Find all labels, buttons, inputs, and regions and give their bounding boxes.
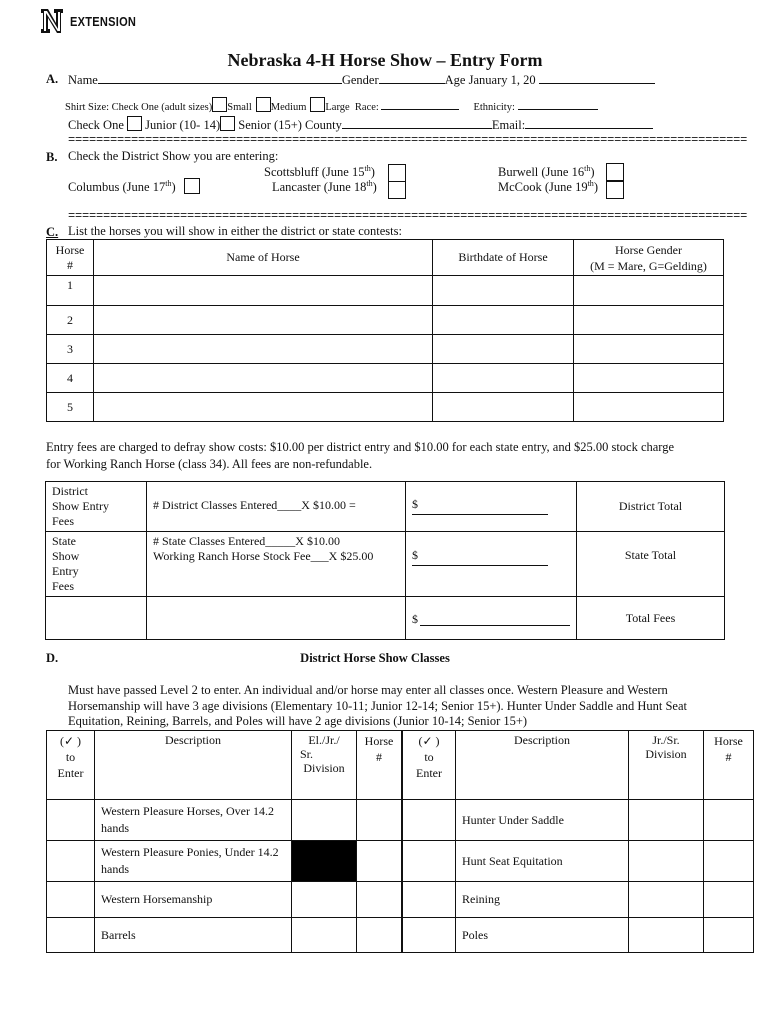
class-description: Western Horsemanship xyxy=(95,882,292,918)
horse-header xyxy=(704,731,754,800)
class-row xyxy=(47,918,754,953)
hash-text: # xyxy=(725,750,732,764)
county-field[interactable] xyxy=(342,116,492,129)
age-year-field[interactable] xyxy=(539,71,655,84)
columbus-label: Columbus (June 17 xyxy=(68,180,166,195)
junior-checkbox[interactable] xyxy=(127,116,142,131)
enter-checkbox-cell[interactable] xyxy=(47,882,95,918)
junior-label: Junior (10- 14) xyxy=(145,118,221,132)
division-header xyxy=(629,731,704,800)
class-row xyxy=(47,800,754,841)
email-field[interactable] xyxy=(525,116,653,129)
birthdate-cell[interactable] xyxy=(433,393,574,422)
birthdate-cell[interactable] xyxy=(433,364,574,393)
email-label: Email: xyxy=(491,118,526,132)
classes-intro xyxy=(68,683,758,730)
district-calc: # District Classes Entered____X $10.00 = xyxy=(147,482,406,532)
enter-text: Enter xyxy=(416,766,442,780)
shirt-medium-label: Medium xyxy=(270,102,307,113)
separator-line: ================================================================================================= xyxy=(68,133,748,147)
col-gender-key: (M = Mare, G=Gelding) xyxy=(590,258,707,273)
district-fees-label xyxy=(46,482,147,532)
check-mark-icon: (✓ ) xyxy=(418,734,440,748)
horse-number-cell[interactable] xyxy=(357,918,403,953)
ethnicity-label: Ethnicity: xyxy=(473,102,515,113)
div-line: El./Jr./ xyxy=(308,733,340,747)
horse-number-cell[interactable] xyxy=(704,882,754,918)
classes-table xyxy=(46,730,754,953)
date-suffix: th xyxy=(587,179,594,188)
horse-number-cell[interactable] xyxy=(357,800,403,841)
columbus-checkbox[interactable] xyxy=(184,178,200,194)
district-amount-cell xyxy=(406,482,577,532)
enter-checkbox-cell[interactable] xyxy=(47,918,95,953)
state-calc xyxy=(147,532,406,597)
birthdate-cell[interactable] xyxy=(433,306,574,335)
horse-text: Horse xyxy=(714,734,743,748)
horse-number-cell[interactable] xyxy=(704,918,754,953)
div-line: Division xyxy=(303,761,345,775)
table-row xyxy=(47,306,724,335)
col-horse: Horse xyxy=(55,242,85,257)
class-row xyxy=(47,882,754,918)
division-header xyxy=(292,731,357,800)
row-number: 2 xyxy=(47,306,94,335)
intro-line: Equitation, Reining, Barrels, and Poles will have 2 age divisions (Junior 10-14; Senior 15+) xyxy=(68,714,528,728)
enter-checkbox-cell[interactable] xyxy=(402,841,456,882)
division-cell[interactable] xyxy=(629,800,704,841)
lancaster-label: Lancaster (June 18 xyxy=(272,180,367,195)
dollar-sign: $ xyxy=(412,497,418,511)
scottsbluff-checkbox[interactable] xyxy=(388,164,406,182)
row-number: 3 xyxy=(47,335,94,364)
state-calc-line: # State Classes Entered_____X $10.00 xyxy=(153,534,340,548)
total-amount-cell xyxy=(406,597,577,640)
row-number: 5 xyxy=(47,393,94,422)
birthdate-cell[interactable] xyxy=(433,276,574,306)
district-burwell xyxy=(498,164,595,180)
shirt-medium-checkbox[interactable] xyxy=(256,97,271,112)
empty-cell xyxy=(147,597,406,640)
intro-line: Must have passed Level 2 to enter. An individual and/or horse may enter all classes once. Western Pleasure and Western xyxy=(68,683,668,697)
label-line: Fees xyxy=(52,579,74,593)
date-suffix: th xyxy=(165,179,172,188)
district-columbus xyxy=(68,179,176,195)
gender-cell[interactable] xyxy=(574,306,724,335)
horse-number-cell[interactable] xyxy=(357,882,403,918)
to-text: to xyxy=(65,750,76,764)
close-paren: ) xyxy=(370,165,375,180)
table-row xyxy=(47,364,724,393)
division-cell[interactable] xyxy=(292,800,357,841)
check-header xyxy=(47,731,95,800)
horse-name-cell[interactable] xyxy=(94,393,433,422)
dollar-sign: $ xyxy=(412,548,418,562)
nebraska-n-icon xyxy=(40,8,64,34)
class-description: Hunter Under Saddle xyxy=(456,800,629,841)
race-field[interactable] xyxy=(381,99,459,110)
date-suffix: th xyxy=(584,164,591,173)
blocked-division-cell xyxy=(292,841,357,882)
table-row xyxy=(47,393,724,422)
extension-logo xyxy=(40,8,148,34)
page-title: Nebraska 4-H Horse Show – Entry Form xyxy=(227,50,543,70)
division-row xyxy=(68,116,653,133)
enter-checkbox-cell[interactable] xyxy=(47,800,95,841)
class-description: Western Pleasure Horses, Over 14.2 hands xyxy=(95,800,292,841)
brand-text: EXTENSION xyxy=(70,13,137,29)
gender-label: Gender xyxy=(341,73,379,87)
horse-number-cell[interactable] xyxy=(357,841,403,882)
div-line: Jr./Sr. xyxy=(652,733,680,747)
gender-cell[interactable] xyxy=(574,393,724,422)
enter-text: Enter xyxy=(57,766,84,780)
section-b-letter: B. xyxy=(46,150,58,164)
division-cell[interactable] xyxy=(629,882,704,918)
division-cell[interactable] xyxy=(629,918,704,953)
division-cell[interactable] xyxy=(292,918,357,953)
label-line: District xyxy=(52,484,88,498)
table-row xyxy=(47,335,724,364)
date-suffix: th xyxy=(366,179,373,188)
lancaster-checkbox[interactable] xyxy=(388,181,406,199)
class-description: Western Pleasure Ponies, Under 14.2 hands xyxy=(95,841,292,882)
burwell-checkbox[interactable] xyxy=(606,163,624,181)
race-label: Race: xyxy=(354,102,379,113)
section-c-letter: C. xyxy=(46,225,59,239)
horse-name-header: Name of Horse xyxy=(94,240,433,276)
enter-checkbox-cell[interactable] xyxy=(402,882,456,918)
birthdate-header: Birthdate of Horse xyxy=(433,240,574,276)
state-total-label: State Total xyxy=(577,532,725,597)
check-mark-icon: (✓ ) xyxy=(59,734,82,748)
total-amount-field[interactable] xyxy=(420,625,570,626)
close-paren: ) xyxy=(372,180,377,195)
scottsbluff-label: Scottsbluff (June 15 xyxy=(264,165,365,180)
check-header xyxy=(402,731,456,800)
gender-cell[interactable] xyxy=(574,276,724,306)
desc-header: Description xyxy=(456,731,629,800)
dollar-sign: $ xyxy=(412,612,418,626)
class-description: Reining xyxy=(456,882,629,918)
close-paren: ) xyxy=(171,180,176,195)
state-amount-field[interactable] xyxy=(412,565,548,566)
state-fees-row xyxy=(46,532,725,597)
div-line: Division xyxy=(645,747,687,761)
shirt-label: Shirt Size: Check One (adult sizes) xyxy=(65,102,213,113)
close-paren: ) xyxy=(593,180,598,195)
senior-checkbox[interactable] xyxy=(220,116,235,131)
close-paren: ) xyxy=(590,165,595,180)
hash-text: # xyxy=(376,750,382,764)
col-gender: Horse Gender xyxy=(615,242,682,257)
fees-note-line: for Working Ranch Horse (class 34). All fees are non-refundable. xyxy=(46,457,373,471)
horses-intro: List the horses you will show in either the district or state contests: xyxy=(68,224,402,238)
date-suffix: th xyxy=(364,164,371,173)
table-row xyxy=(47,276,724,306)
horse-header xyxy=(357,731,403,800)
col-hash: # xyxy=(67,257,73,272)
horse-name-cell[interactable] xyxy=(94,306,433,335)
shirt-large-label: Large xyxy=(325,102,350,113)
burwell-label: Burwell (June 16 xyxy=(498,165,585,180)
gender-header xyxy=(574,240,724,276)
birthdate-cell[interactable] xyxy=(433,335,574,364)
shirt-row xyxy=(65,97,598,113)
enter-checkbox-cell[interactable] xyxy=(47,841,95,882)
classes-title: District Horse Show Classes xyxy=(300,651,450,665)
fees-table xyxy=(45,481,725,640)
check-one-label: Check One xyxy=(68,118,124,132)
name-row xyxy=(68,71,655,88)
district-amount-field[interactable] xyxy=(412,514,548,515)
empty-cell xyxy=(46,597,147,640)
age-label: Age January 1, 20 xyxy=(444,73,536,87)
division-cell[interactable] xyxy=(292,882,357,918)
section-a-letter: A. xyxy=(46,72,59,86)
label-line: Show xyxy=(52,549,80,563)
horse-name-cell[interactable] xyxy=(94,276,433,306)
horse-name-cell[interactable] xyxy=(94,335,433,364)
row-number: 1 xyxy=(47,276,94,306)
horses-table xyxy=(46,239,724,422)
horse-number-cell[interactable] xyxy=(704,800,754,841)
division-cell[interactable] xyxy=(629,841,704,882)
ethnicity-field[interactable] xyxy=(518,99,598,110)
district-scottsbluff xyxy=(264,164,375,180)
horse-number-cell[interactable] xyxy=(704,841,754,882)
district-lancaster xyxy=(272,179,377,195)
label-line: Show Entry xyxy=(52,499,109,513)
label-line: Entry xyxy=(52,564,79,578)
gender-cell[interactable] xyxy=(574,364,724,393)
label-line: State xyxy=(52,534,76,548)
total-fees-row xyxy=(46,597,725,640)
classes-header-row xyxy=(47,731,754,800)
class-row xyxy=(47,841,754,882)
state-fees-label xyxy=(46,532,147,597)
horse-text: Horse xyxy=(364,734,394,748)
state-amount-cell xyxy=(406,532,577,597)
district-mccook xyxy=(498,179,598,195)
label-line: Fees xyxy=(52,514,74,528)
desc-header: Description xyxy=(95,731,292,800)
name-label: Name xyxy=(68,73,98,87)
horse-name-cell[interactable] xyxy=(94,364,433,393)
gender-field[interactable] xyxy=(379,71,445,84)
fees-note xyxy=(46,439,746,473)
horse-number-header xyxy=(47,240,94,276)
enter-checkbox-cell[interactable] xyxy=(402,918,456,953)
district-total-label: District Total xyxy=(577,482,725,532)
name-field[interactable] xyxy=(98,71,342,84)
district-fees-row xyxy=(46,482,725,532)
total-fees-label: Total Fees xyxy=(577,597,725,640)
class-description: Barrels xyxy=(95,918,292,953)
class-description: Hunt Seat Equitation xyxy=(456,841,629,882)
mccook-checkbox[interactable] xyxy=(606,181,624,199)
shirt-small-label: Small xyxy=(227,102,252,113)
shirt-small-checkbox[interactable] xyxy=(212,97,227,112)
table-header-row xyxy=(47,240,724,276)
intro-line: Horsemanship will have 3 age divisions (Elementary 10-11; Junior 12-14; Senior 15+). Hunter Under Saddle and Hunt Seat xyxy=(68,698,687,713)
state-calc-line: Working Ranch Horse Stock Fee___X $25.00 xyxy=(153,549,374,563)
gender-cell[interactable] xyxy=(574,335,724,364)
class-description: Poles xyxy=(456,918,629,953)
div-line: Sr. xyxy=(300,747,314,761)
row-number: 4 xyxy=(47,364,94,393)
district-intro: Check the District Show you are entering: xyxy=(68,149,279,163)
mccook-label: McCook (June 19 xyxy=(498,180,588,195)
fees-note-line: Entry fees are charged to defray show costs: $10.00 per district entry and $10.00 for each state entry, and $25.00 stock charge xyxy=(46,440,675,454)
shirt-large-checkbox[interactable] xyxy=(310,97,325,112)
separator-line: ================================================================================================= xyxy=(68,209,748,223)
enter-checkbox-cell[interactable] xyxy=(402,800,456,841)
senior-county-label: Senior (15+) County xyxy=(238,118,342,132)
section-d-letter: D. xyxy=(46,651,59,665)
to-text: to xyxy=(424,750,434,764)
